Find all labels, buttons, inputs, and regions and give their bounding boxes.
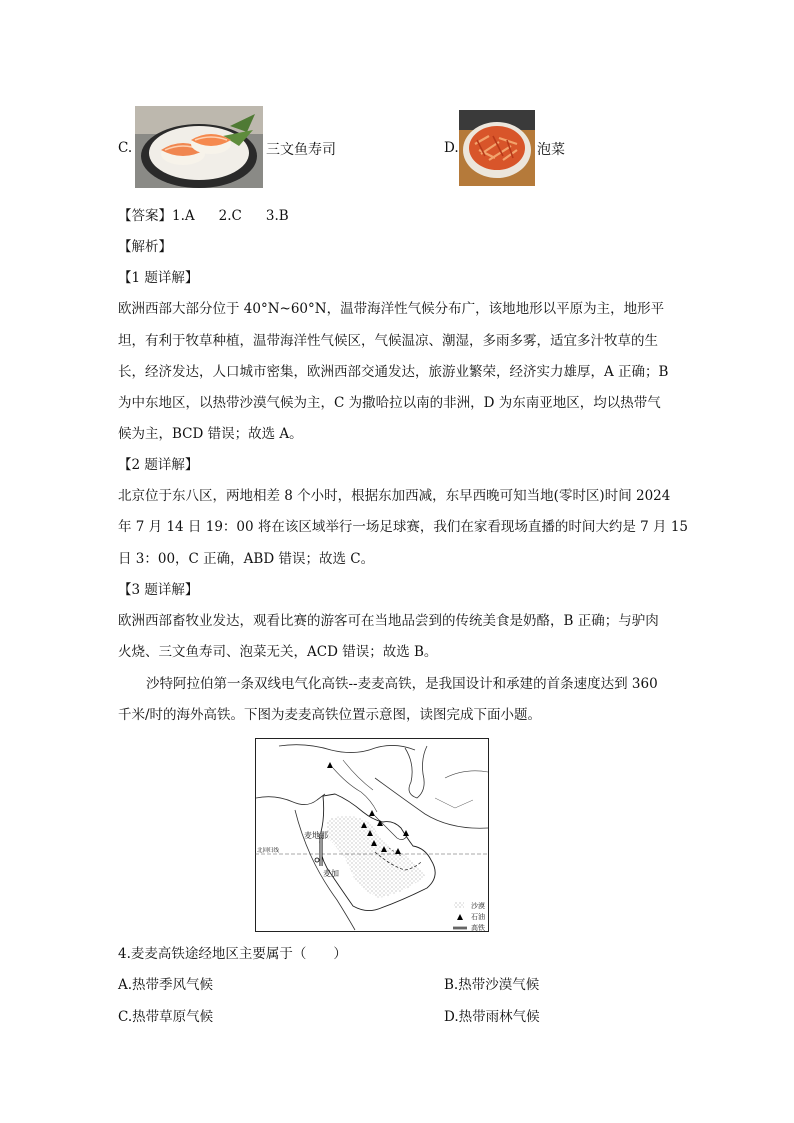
q3-heading: 【3 题详解】 xyxy=(118,582,199,598)
q4-stem: 4.麦麦高铁途经地区主要属于（ ） xyxy=(118,946,347,962)
legend-desert-label: 沙漠 xyxy=(471,902,485,910)
option-c-text: 三文鱼寿司 xyxy=(266,142,336,158)
q4-option-b: B.热带沙漠气候 xyxy=(444,977,540,993)
q4-option-c: C.热带草原气候 xyxy=(118,1009,214,1025)
option-c-letter: C. xyxy=(118,140,133,156)
salmon-sushi-photo xyxy=(135,106,263,188)
pickled-vegetable-icon xyxy=(459,110,535,186)
answer-tag: 【答案】 xyxy=(118,208,172,224)
map-label-tropic: 北回归线 xyxy=(257,848,280,854)
option-d-text: 泡菜 xyxy=(537,142,565,158)
q1-line-4: 为中东地区，以热带沙漠气候为主，C 为撒哈拉以南的非洲，D 为东南亚地区，均以热带气 xyxy=(118,395,661,411)
answer-item-3: 3.B xyxy=(265,208,289,224)
legend-railway-label: 高铁 xyxy=(471,924,485,932)
map-label-medina: 麦地那 xyxy=(304,831,328,840)
q2-line-3: 日 3：00，C 正确，ABD 错误；故选 C。 xyxy=(118,551,375,567)
q3-line-1: 欧洲西部畜牧业发达，观看比赛的游客可在当地品尝到的传统美食是奶酪，B 正确；与驴肉 xyxy=(118,613,659,629)
intro-line-1: 沙特阿拉伯第一条双线电气化高铁--麦麦高铁，是我国设计和承建的首条速度达到 360 xyxy=(146,676,658,692)
q1-line-1: 欧洲西部大部分位于 40°N~60°N，温带海洋性气候分布广，该地地形以平原为主，地形平 xyxy=(118,301,665,317)
answer-line xyxy=(118,207,289,226)
q4-option-a: A.热带季风气候 xyxy=(118,977,214,993)
railway-location-map xyxy=(255,738,489,932)
q2-line-2: 年 7 月 14 日 19：00 将在该区域举行一场足球赛，我们在家看现场直播的时间大约是 7 月 15 xyxy=(118,519,689,535)
q1-line-5: 候为主，BCD 错误；故选 A。 xyxy=(118,426,303,442)
q2-heading: 【2 题详解】 xyxy=(118,457,199,473)
q4-option-d: D.热带雨林气候 xyxy=(444,1009,540,1025)
q3-line-2: 火烧、三文鱼寿司、泡菜无关，ACD 错误；故选 B。 xyxy=(118,644,438,660)
pickled-vegetable-photo xyxy=(459,110,535,186)
option-d-letter: D. xyxy=(444,140,459,156)
q2-line-1: 北京位于东八区，两地相差 8 个小时，根据东加西减，东早西晚可知当地(零时区)时间 2024 xyxy=(118,488,671,504)
answer-item-2: 2.C xyxy=(218,208,242,224)
map-label-mecca: 麦加 xyxy=(323,869,339,878)
salmon-sushi-icon xyxy=(135,106,263,188)
answer-item-1: 1.A xyxy=(172,208,195,224)
analysis-heading: 【解析】 xyxy=(118,239,172,255)
legend-oil-label: 石油 xyxy=(471,913,485,921)
intro-line-2: 千米/时的海外高铁。下图为麦麦高铁位置示意图，读图完成下面小题。 xyxy=(118,707,542,723)
q1-heading: 【1 题详解】 xyxy=(118,270,199,286)
q1-line-3: 长，经济发达，人口城市密集，欧洲西部交通发达，旅游业繁荣，经济实力雄厚，A 正确；B xyxy=(118,364,669,380)
q1-line-2: 坦，有利于牧草种植，温带海洋性气候区，气候温凉、潮湿，多雨多雾，适宜多汁牧草的生 xyxy=(118,333,658,349)
map-drawing xyxy=(255,738,489,932)
